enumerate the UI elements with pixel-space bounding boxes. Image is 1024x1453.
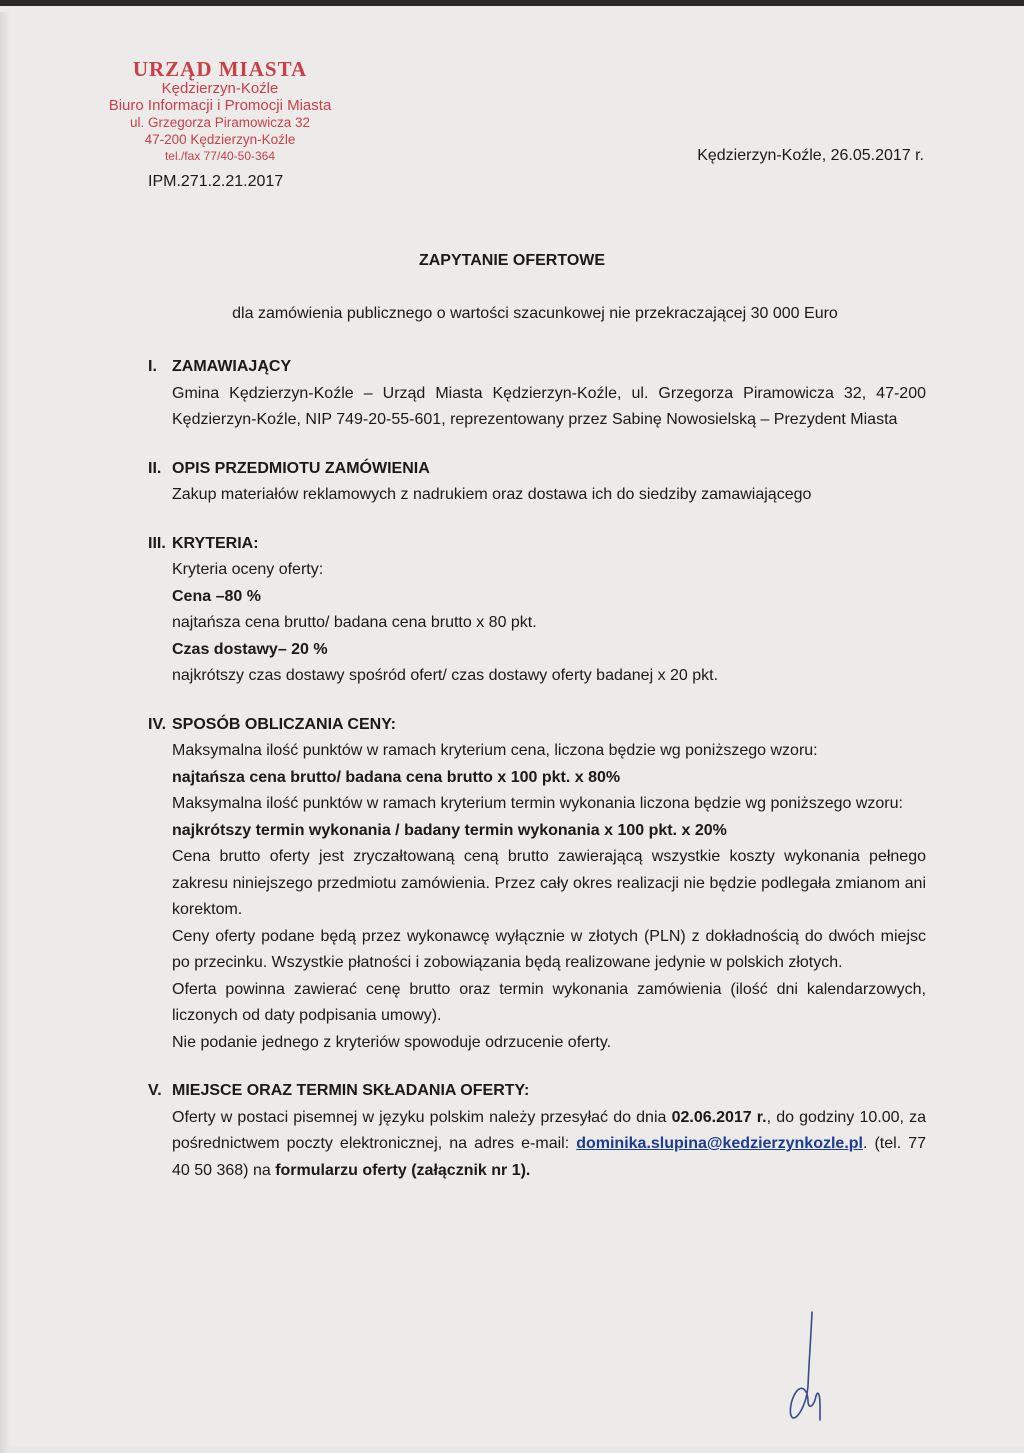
criteria-price: Cena –80 %: [172, 587, 261, 605]
section-title: KRYTERIA:: [172, 534, 259, 552]
section-heading: [148, 531, 926, 558]
submission-text: [172, 1105, 926, 1185]
criteria-intro: Kryteria oceny oferty:: [172, 561, 324, 578]
term-points-formula: najkrótszy termin wykonania / badany termin wykonania x 100 pkt. x 20%: [172, 821, 727, 839]
section-number: V.: [148, 1082, 162, 1099]
reference-number: IPM.271.2.21.2017: [148, 173, 284, 190]
section-ordering-party: [148, 354, 926, 434]
criteria-price-formula: najtańsza cena brutto/ badana cena brutto x 80 pkt.: [172, 614, 537, 631]
section-heading: [148, 712, 926, 739]
criteria-delivery-formula: najkrótszy czas dostawy spośród ofert/ czas dostawy oferty badanej x 20 pkt.: [172, 667, 719, 684]
section-title: MIEJSCE ORAZ TERMIN SKŁADANIA OFERTY:: [172, 1082, 530, 1099]
stamp-street: ul. Grzegorza Piramowicza 32: [129, 115, 311, 130]
section-title: OPIS PRZEDMIOTU ZAMÓWIENIA: [172, 459, 430, 477]
submission-deadline: 02.06.2017 r.: [671, 1108, 767, 1126]
criteria-delivery: Czas dostawy– 20 %: [172, 640, 328, 658]
submission-text-part1: Oferty w postaci pisemnej w języku polskim należy przesyłać do dnia: [172, 1108, 672, 1126]
stamp-city: Kędzierzyn-Koźle: [161, 80, 279, 97]
section-number: IV.: [148, 715, 167, 733]
section-number: III.: [148, 534, 166, 552]
price-fixed-text: Cena brutto oferty jest zryczałtowaną ceną brutto zawierającą wszystkie koszty wykonania pełnego zakresu niniejszego przedmiotu zamówienia. Przez cały okres realizacji nie będzie podlegała zmianom ani korektom.: [172, 848, 926, 918]
section-title: ZAMAWIAJĄCY: [172, 358, 292, 375]
offer-content-text: Oferta powinna zawierać cenę brutto oraz termin wykonania zamówienia (ilość dni kalendarzowych, liczonych od daty podpisania umowy).: [172, 980, 926, 1024]
scan-edge: [0, 12, 10, 1453]
document-subtitle: dla zamówienia publicznego o wartości szacunkowej nie przekraczającej 30 000 Euro: [232, 305, 838, 322]
submission-text-part2: , do godziny 10.00, za pośrednictwem poczty elektronicznej, na adres e-mail:: [172, 1108, 927, 1152]
section-heading: [148, 354, 926, 381]
rejection-text: Nie podanie jednego z kryteriów spowoduje odrzucenie oferty.: [172, 1033, 612, 1051]
submission-text-part3: . (tel. 77 40 50 368) na: [172, 1135, 926, 1179]
section-submission: [148, 1078, 926, 1184]
stamp-title: URZĄD MIASTA: [132, 57, 308, 81]
stamp-department: Biuro Informacji i Promocji Miasta: [108, 97, 332, 114]
section-subject: [148, 456, 926, 509]
section-text: Gmina Kędzierzyn-Koźle – Urząd Miasta Kędzierzyn-Koźle, ul. Grzegorza Piramowicza 32, 47-200 Kędzierzyn-Koźle, NIP 749-20-55-601, reprezentowany przez Sabinę Nowosielską – Prezydent Miasta: [172, 384, 926, 428]
currency-text: Ceny oferty podane będą przez wykonawcę wyłącznie w złotych (PLN) z dokładnością do dwóch miejsc po przecinku. Wszystkie płatności i zobowiązania będą realizowane jedynie w polskich złotych.: [172, 927, 926, 971]
term-points-text: Maksymalna ilość punktów w ramach kryterium termin wykonania liczona będzie wg poniższego wzoru:: [172, 795, 903, 812]
office-stamp: [60, 58, 380, 165]
section-text: Zakup materiałów reklamowych z nadrukiem oraz dostawa ich do siedziby zamawiającego: [172, 486, 812, 503]
email-link[interactable]: dominika.slupina@kedzierzynkozle.pl: [576, 1135, 863, 1152]
price-points-text: Maksymalna ilość punktów w ramach kryterium cena, liczona będzie wg poniższego wzoru:: [172, 742, 818, 759]
section-number: I.: [148, 358, 157, 375]
document-body: [148, 354, 926, 1184]
document-title: ZAPYTANIE OFERTOWE: [418, 252, 606, 269]
section-title: SPOSÓB OBLICZANIA CENY:: [172, 715, 397, 733]
document-date: Kędzierzyn-Koźle, 26.05.2017 r.: [697, 147, 924, 164]
price-points-formula: najtańsza cena brutto/ badana cena brutto x 100 pkt. x 80%: [172, 768, 621, 786]
section-price-calculation: [148, 712, 926, 1057]
section-criteria: [148, 531, 926, 690]
section-number: II.: [148, 459, 162, 477]
offer-form-reference: formularzu oferty (załącznik nr 1).: [275, 1161, 531, 1179]
stamp-phone: tel./fax 77/40-50-364: [164, 149, 276, 163]
section-heading: [148, 1078, 926, 1105]
handwritten-signature: [778, 1306, 838, 1426]
stamp-postal: 47-200 Kędzierzyn-Koźle: [144, 132, 296, 147]
section-heading: [148, 456, 926, 483]
